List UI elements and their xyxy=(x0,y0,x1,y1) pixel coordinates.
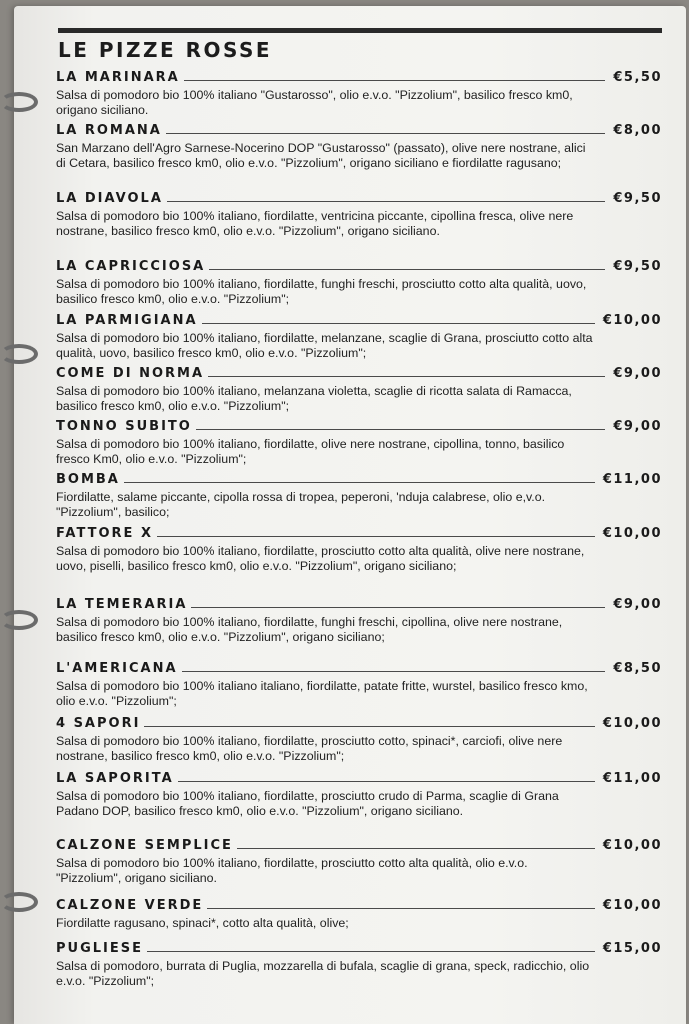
item-description: Salsa di pomodoro bio 100% italiano, fiordilatte, prosciutto cotto alta qualità, olio e.v.o. "Pizzolium", origano siciliano. xyxy=(56,856,528,885)
dotted-leader xyxy=(166,133,606,134)
item-name: FATTORE X xyxy=(56,526,153,541)
menu-item xyxy=(56,941,662,988)
item-price: €8,00 xyxy=(613,123,662,138)
item-price: €9,00 xyxy=(613,597,662,612)
dotted-leader xyxy=(178,781,595,782)
top-rule xyxy=(58,28,662,33)
item-price: €10,00 xyxy=(602,526,662,541)
menu-item xyxy=(56,70,662,117)
item-description: Salsa di pomodoro bio 100% italiano, fiordilatte, prosciutto cotto, spinaci*, carciofi, olive nere nostrane, basilico fresco km0, olio e.v.o. "Pizzolium"; xyxy=(56,734,563,763)
binder-ring-icon xyxy=(0,610,38,630)
item-price: €9,00 xyxy=(613,366,662,381)
item-description: Salsa di pomodoro, burrata di Puglia, mozzarella di bufala, scaglie di grana, speck, radicchio, olio e.v.o. "Pizzolium"; xyxy=(56,959,590,988)
menu-item xyxy=(56,898,662,931)
binder-ring-icon xyxy=(0,344,38,364)
item-name: LA PARMIGIANA xyxy=(56,313,198,328)
menu-item xyxy=(56,838,662,885)
item-description: Salsa di pomodoro bio 100% italiano, fiordilatte, funghi freschi, prosciutto cotto alta qualità, uovo, basilico fresco km0, olio e.v.o. "Pizzolium"; xyxy=(56,277,587,306)
item-description: San Marzano dell'Agro Sarnese-Nocerino DOP "Gustarosso" (passato), olive nere nostrane, alici di Cetara, basilico fresco km0, olio e.v.o. "Pizzolium", origano siciliano e fiordilatte ragusano; xyxy=(56,141,586,170)
item-price: €9,50 xyxy=(613,191,662,206)
item-name: LA CAPRICCIOSA xyxy=(56,259,206,274)
item-name: CALZONE VERDE xyxy=(56,898,204,913)
menu-item xyxy=(56,771,662,818)
binder-ring-icon xyxy=(0,892,38,912)
item-description: Fiordilatte ragusano, spinaci*, cotto alta qualità, olive; xyxy=(56,916,349,930)
menu-item xyxy=(56,526,662,573)
item-price: €10,00 xyxy=(602,838,662,853)
section-title: LE PIZZE ROSSE xyxy=(58,38,273,62)
menu-item xyxy=(56,191,662,238)
item-price: €10,00 xyxy=(602,898,662,913)
menu-item xyxy=(56,716,662,763)
item-description: Salsa di pomodoro bio 100% italiano, fiordilatte, prosciutto crudo di Parma, scaglie di Grana Padano DOP, basilico fresco km0, olio e.v.o. "Pizzolium", origano siciliano. xyxy=(56,789,559,818)
item-description: Salsa di pomodoro bio 100% italiano italiano, fiordilatte, patate fritte, wurstel, basilico fresco kmo, olio e.v.o. "Pizzolium"; xyxy=(56,679,588,708)
menu-item xyxy=(56,313,662,360)
item-price: €11,00 xyxy=(602,771,662,786)
item-name: LA ROMANA xyxy=(56,123,162,138)
item-price: €15,00 xyxy=(602,941,662,956)
item-description: Salsa di pomodoro bio 100% italiano "Gustarosso", olio e.v.o. "Pizzolium", basilico fresco km0, origano siciliano. xyxy=(56,88,573,117)
item-price: €10,00 xyxy=(602,313,662,328)
dotted-leader xyxy=(144,726,594,727)
dotted-leader xyxy=(209,269,605,270)
dotted-leader xyxy=(208,376,605,377)
item-name: 4 SAPORI xyxy=(56,716,141,731)
menu-item xyxy=(56,419,662,466)
menu-item xyxy=(56,597,662,644)
item-name: TONNO SUBITO xyxy=(56,419,192,434)
item-description: Salsa di pomodoro bio 100% italiano, fiordilatte, olive nere nostrane, cipollina, tonno, basilico fresco Km0, olio e.v.o. "Pizzolium"; xyxy=(56,437,565,466)
item-price: €11,00 xyxy=(602,472,662,487)
item-name: PUGLIESE xyxy=(56,941,143,956)
item-name: BOMBA xyxy=(56,472,120,487)
item-price: €5,50 xyxy=(613,70,662,85)
dotted-leader xyxy=(157,536,595,537)
dotted-leader xyxy=(167,201,605,202)
menu-item xyxy=(56,123,662,170)
item-name: LA DIAVOLA xyxy=(56,191,163,206)
menu-item xyxy=(56,661,662,708)
item-name: CALZONE SEMPLICE xyxy=(56,838,233,853)
item-description: Salsa di pomodoro bio 100% italiano, fiordilatte, prosciutto cotto alta qualità, olive nere nostrane, uovo, piselli, basilico fresco km0, olio e.v.o. "Pizzolium", origano siciliano; xyxy=(56,544,585,573)
item-description: Fiordilatte, salame piccante, cipolla rossa di tropea, peperoni, 'nduja calabrese, olio e,v.o. "Pizzolium", basilico; xyxy=(56,490,546,519)
item-description: Salsa di pomodoro bio 100% italiano, fiordilatte, funghi freschi, cipollina, olive nere nostrane, basilico fresco km0, olio e.v.o. "Pizzolium", origano siciliano; xyxy=(56,615,563,644)
menu-item xyxy=(56,259,662,306)
dotted-leader xyxy=(184,80,606,81)
item-name: L'AMERICANA xyxy=(56,661,178,676)
menu-item xyxy=(56,366,662,413)
item-price: €10,00 xyxy=(602,716,662,731)
binder-ring-icon xyxy=(0,92,38,112)
dotted-leader xyxy=(202,323,595,324)
item-name: LA SAPORITA xyxy=(56,771,174,786)
item-price: €9,00 xyxy=(613,419,662,434)
item-description: Salsa di pomodoro bio 100% italiano, fiordilatte, ventricina piccante, cipollina fresca, olive nere nostrane, basilico fresco km0, olio e.v.o. "Pizzolium", origano siciliano. xyxy=(56,209,574,238)
item-description: Salsa di pomodoro bio 100% italiano, melanzana violetta, scaglie di ricotta salata di Ramacca, basilico fresco km0, olio e.v.o. "Pizzolium"; xyxy=(56,384,572,413)
dotted-leader xyxy=(237,848,595,849)
item-price: €8,50 xyxy=(613,661,662,676)
dotted-leader xyxy=(147,951,595,952)
menu-item xyxy=(56,472,662,519)
dotted-leader xyxy=(191,607,605,608)
dotted-leader xyxy=(182,671,606,672)
dotted-leader xyxy=(196,429,606,430)
item-name: LA MARINARA xyxy=(56,70,180,85)
dotted-leader xyxy=(207,908,595,909)
item-name: LA TEMERARIA xyxy=(56,597,188,612)
item-name: COME DI NORMA xyxy=(56,366,205,381)
dotted-leader xyxy=(124,482,595,483)
item-description: Salsa di pomodoro bio 100% italiano, fiordilatte, melanzane, scaglie di Grana, prosciutto cotto alta qualità, uovo, basilico fresco km0, olio e.v.o. "Pizzolium"; xyxy=(56,331,593,360)
item-price: €9,50 xyxy=(613,259,662,274)
